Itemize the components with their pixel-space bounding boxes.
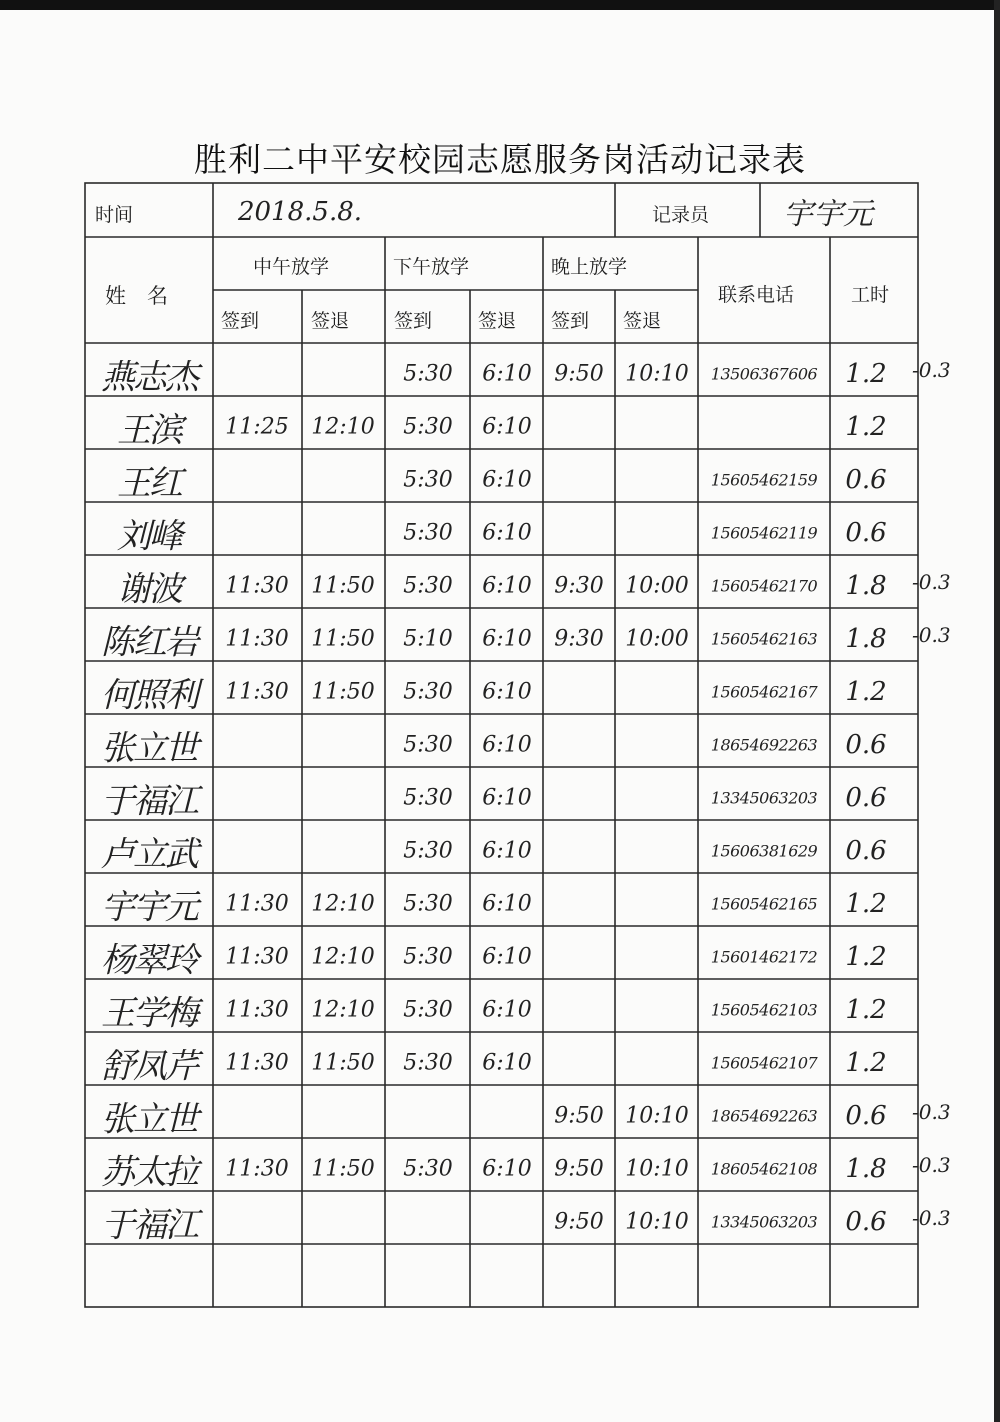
pm-sign-out-cell: 6:10 (482, 467, 532, 492)
hours-adjustment-note: -0.3 (912, 622, 951, 647)
pm-sign-in-cell: 5:30 (403, 785, 453, 810)
noon-sign-in-cell: 11:30 (225, 679, 289, 704)
noon-sign-out-cell: 11:50 (311, 1156, 375, 1181)
noon-sign-out-cell: 11:50 (311, 626, 375, 651)
hours-cell: 0.6 (845, 464, 887, 495)
pm-sign-in-cell: 5:30 (403, 1156, 453, 1181)
pm-sign-out-cell: 6:10 (482, 838, 532, 863)
eve-sign-out-cell: 10:00 (625, 573, 689, 598)
hours-cell: 1.2 (845, 941, 887, 972)
phone-cell: 15605462159 (710, 470, 818, 489)
phone-cell: 15605462103 (710, 1000, 818, 1019)
pm-sign-out-cell: 6:10 (482, 1050, 532, 1075)
pm-sign-in-cell: 5:30 (403, 838, 453, 863)
noon-sign-out-cell: 12:10 (311, 997, 375, 1022)
name-cell: 杨翠玲 (101, 940, 197, 980)
pm-sign-in-cell: 5:30 (403, 891, 453, 916)
pm-sign-in-cell: 5:30 (403, 1050, 453, 1075)
hours-cell: 0.6 (845, 835, 887, 866)
pm-sign-in-cell: 5:30 (403, 944, 453, 969)
pm-sign-in-cell: 5:30 (403, 467, 453, 492)
eve-sign-in-cell: 9:50 (554, 361, 604, 386)
name-cell: 于福江 (101, 781, 197, 821)
pm-sign-out-cell: 6:10 (482, 414, 532, 439)
noon-sign-in-cell: 11:30 (225, 626, 289, 651)
phone-cell: 15605462165 (710, 894, 818, 913)
hours-adjustment-note: -0.3 (912, 1152, 951, 1177)
name-cell: 谢波 (117, 569, 181, 609)
eve-sign-out-header: 签退 (623, 310, 662, 332)
name-cell: 于福江 (101, 1205, 197, 1245)
hours-adjustment-note: -0.3 (912, 1099, 951, 1124)
time-label: 时间 (95, 204, 134, 226)
noon-sign-in-cell: 11:30 (225, 1156, 289, 1181)
noon-sign-in-cell: 11:30 (225, 997, 289, 1022)
pm-sign-in-cell: 5:30 (403, 732, 453, 757)
eve-sign-in-cell: 9:50 (554, 1209, 604, 1234)
name-cell: 宇宇元 (101, 887, 197, 927)
hours-adjustment-note: -0.3 (912, 357, 951, 382)
pm-sign-out-cell: 6:10 (482, 891, 532, 916)
pm-sign-out-cell: 6:10 (482, 626, 532, 651)
noon-sign-out-cell: 11:50 (311, 679, 375, 704)
hours-cell: 0.6 (845, 517, 887, 548)
phone-cell: 13345063203 (710, 1212, 818, 1231)
name-header: 姓 名 (105, 284, 168, 308)
phone-cell: 13345063203 (710, 788, 818, 807)
pm-sign-in-cell: 5:30 (403, 520, 453, 545)
name-cell: 苏太拉 (101, 1152, 197, 1192)
phone-cell: 18654692263 (710, 735, 818, 754)
phone-cell: 15605462170 (710, 576, 818, 595)
recorder-label: 记录员 (652, 204, 710, 226)
phone-cell: 15601462172 (710, 947, 818, 966)
pm-sign-out-cell: 6:10 (482, 997, 532, 1022)
pm-sign-in-cell: 5:30 (403, 997, 453, 1022)
pm-sign-in-header: 签到 (394, 310, 433, 332)
name-cell: 何照利 (101, 675, 197, 715)
noon-sign-out-header: 签退 (311, 310, 350, 332)
date-value: 2018.5.8. (237, 197, 363, 227)
pm-sign-out-cell: 6:10 (482, 520, 532, 545)
pm-sign-out-header: 签退 (478, 310, 517, 332)
name-cell: 燕志杰 (101, 357, 197, 397)
noon-sign-out-cell: 11:50 (311, 1050, 375, 1075)
phone-cell: 13506367606 (710, 364, 818, 383)
phone-cell: 15605462107 (710, 1053, 818, 1072)
pm-sign-out-cell: 6:10 (482, 361, 532, 386)
hours-cell: 1.2 (845, 888, 887, 919)
eve-sign-in-cell: 9:30 (554, 573, 604, 598)
name-cell: 舒凤芹 (101, 1046, 197, 1086)
noon-sign-in-cell: 11:30 (225, 944, 289, 969)
pm-sign-in-cell: 5:30 (403, 414, 453, 439)
noon-sign-in-cell: 11:30 (225, 573, 289, 598)
pm-sign-out-cell: 6:10 (482, 679, 532, 704)
pm-sign-out-cell: 6:10 (482, 944, 532, 969)
eve-sign-out-cell: 10:00 (625, 626, 689, 651)
phone-cell: 15605462119 (710, 523, 818, 542)
noon-sign-in-header: 签到 (221, 310, 260, 332)
name-cell: 卢立武 (101, 834, 197, 874)
phone-header: 联系电话 (718, 284, 795, 306)
hours-cell: 1.8 (845, 570, 887, 601)
hours-cell: 1.8 (845, 623, 887, 654)
pm-sign-in-cell: 5:30 (403, 679, 453, 704)
name-cell: 刘峰 (117, 516, 181, 556)
eve-sign-in-header: 签到 (551, 310, 590, 332)
recorder-signature: 宇宇元 (783, 197, 873, 232)
noon-header: 中午放学 (253, 256, 330, 278)
pm-sign-out-cell: 6:10 (482, 785, 532, 810)
noon-sign-out-cell: 12:10 (311, 944, 375, 969)
hours-cell: 1.2 (845, 411, 887, 442)
hours-adjustment-note: -0.3 (912, 569, 951, 594)
eve-sign-out-cell: 10:10 (625, 361, 689, 386)
hours-header: 工时 (851, 284, 890, 306)
pm-sign-in-cell: 5:30 (403, 573, 453, 598)
eve-sign-in-cell: 9:30 (554, 626, 604, 651)
hours-cell: 1.2 (845, 358, 887, 389)
noon-sign-in-cell: 11:25 (225, 414, 289, 439)
hours-cell: 1.2 (845, 994, 887, 1025)
eve-sign-out-cell: 10:10 (625, 1209, 689, 1234)
hours-cell: 1.2 (845, 1047, 887, 1078)
name-cell: 王学梅 (101, 993, 197, 1033)
name-cell: 陈红岩 (101, 622, 197, 662)
noon-sign-out-cell: 12:10 (311, 891, 375, 916)
hours-cell: 0.6 (845, 782, 887, 813)
pm-sign-out-cell: 6:10 (482, 573, 532, 598)
name-cell: 王红 (117, 463, 181, 503)
name-cell: 张立世 (101, 728, 197, 768)
noon-sign-in-cell: 11:30 (225, 891, 289, 916)
phone-cell: 18654692263 (710, 1106, 818, 1125)
noon-sign-out-cell: 11:50 (311, 573, 375, 598)
afternoon-header: 下午放学 (393, 256, 470, 278)
phone-cell: 18605462108 (710, 1159, 818, 1178)
eve-sign-out-cell: 10:10 (625, 1103, 689, 1128)
eve-sign-in-cell: 9:50 (554, 1103, 604, 1128)
phone-cell: 15605462167 (710, 682, 818, 701)
hours-adjustment-note: -0.3 (912, 1205, 951, 1230)
hours-cell: 0.6 (845, 1100, 887, 1131)
eve-sign-in-cell: 9:50 (554, 1156, 604, 1181)
eve-sign-out-cell: 10:10 (625, 1156, 689, 1181)
name-cell: 王滨 (117, 410, 181, 450)
name-cell: 张立世 (101, 1099, 197, 1139)
phone-cell: 15606381629 (710, 841, 818, 860)
noon-sign-in-cell: 11:30 (225, 1050, 289, 1075)
hours-cell: 1.2 (845, 676, 887, 707)
pm-sign-in-cell: 5:10 (403, 626, 453, 651)
hours-cell: 0.6 (845, 1206, 887, 1237)
pm-sign-out-cell: 6:10 (482, 732, 532, 757)
page-title: 胜利二中平安校园志愿服务岗活动记录表 (194, 140, 806, 179)
noon-sign-out-cell: 12:10 (311, 414, 375, 439)
hours-cell: 0.6 (845, 729, 887, 760)
phone-cell: 15605462163 (710, 629, 818, 648)
evening-header: 晚上放学 (551, 256, 628, 278)
hours-cell: 1.8 (845, 1153, 887, 1184)
pm-sign-out-cell: 6:10 (482, 1156, 532, 1181)
pm-sign-in-cell: 5:30 (403, 361, 453, 386)
